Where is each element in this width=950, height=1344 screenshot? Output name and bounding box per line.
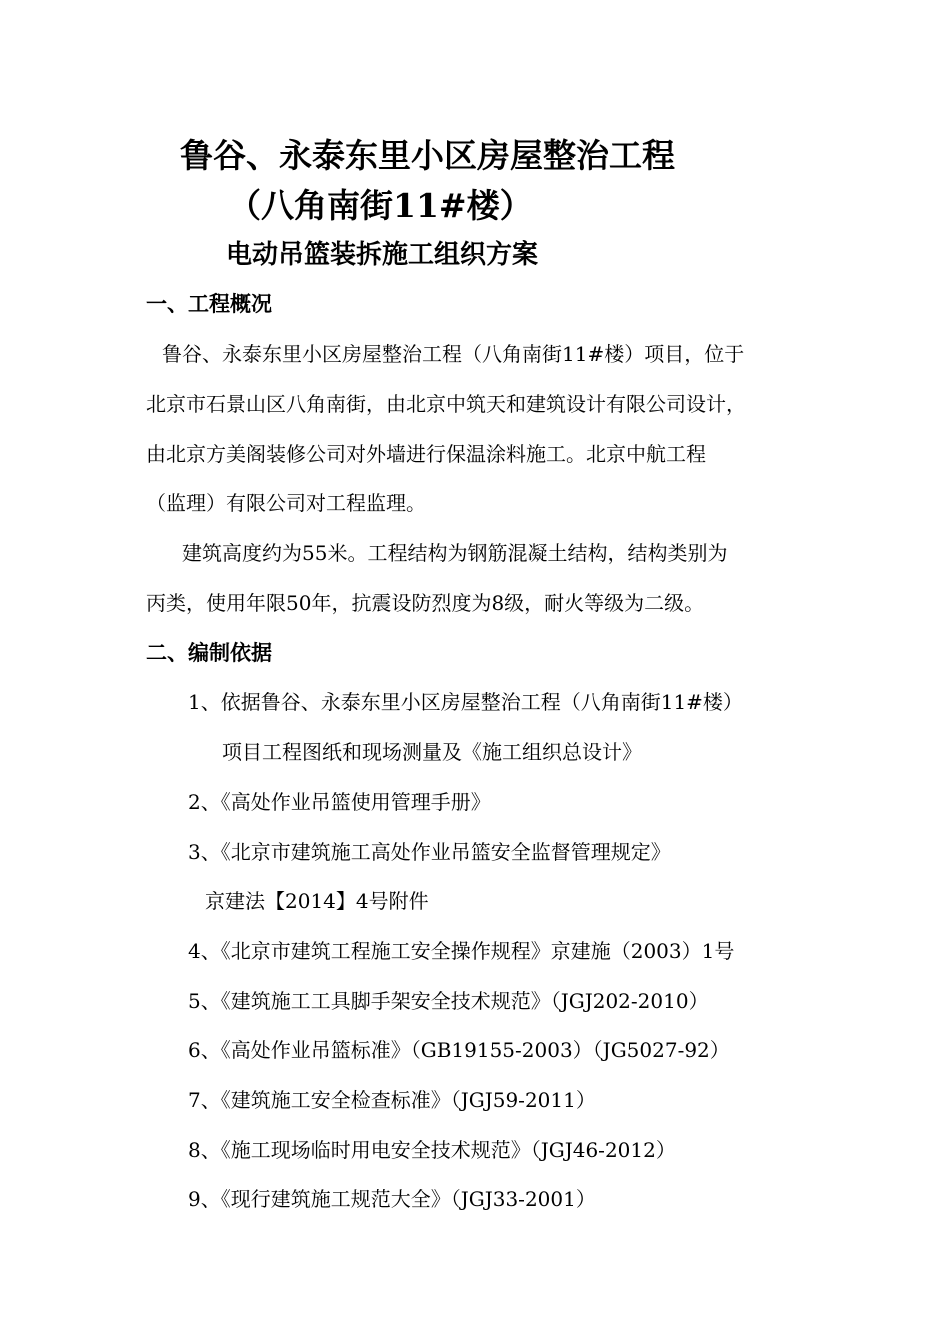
paragraph-line: 建筑高度约为55米。工程结构为钢筋混凝土结构，结构类别为 [182,541,728,565]
document-title: 鲁谷、永泰东里小区房屋整治工程 [180,136,675,175]
paragraph-line: 北京市石景山区八角南街，由北京中筑天和建筑设计有限公司设计， [146,392,746,416]
list-item: 3、《北京市建筑施工高处作业吊篮安全监督管理规定》 [188,840,671,864]
list-item-continuation: 项目工程图纸和现场测量及《施工组织总设计》 [222,740,642,764]
paragraph-line: （监理）有限公司对工程监理。 [146,491,426,515]
document-title-building: （八角南街11#楼） [228,186,533,225]
list-item-continuation: 京建法【2014】4号附件 [205,889,429,913]
list-item: 7、《建筑施工安全检查标准》（JGJ59-2011） [188,1088,596,1112]
list-item: 5、《建筑施工工具脚手架安全技术规范》（JGJ202-2010） [188,989,709,1013]
list-item: 6、《高处作业吊篮标准》（GB19155-2003）（JG5027-92） [188,1038,730,1062]
list-item: 4、《北京市建筑工程施工安全操作规程》京建施（2003）1号 [188,939,735,963]
list-item: 8、《施工现场临时用电安全技术规范》（JGJ46-2012） [188,1138,676,1162]
list-item: 9、《现行建筑施工规范大全》（JGJ33-2001） [188,1187,596,1211]
paragraph-line: 鲁谷、永泰东里小区房屋整治工程（八角南街11#楼）项目，位于 [162,342,745,366]
document-subtitle: 电动吊篮装拆施工组织方案 [226,240,539,270]
section-heading-overview: 一、工程概况 [146,291,272,316]
list-item: 2、《高处作业吊篮使用管理手册》 [188,790,491,814]
section-heading-basis: 二、编制依据 [146,640,272,665]
paragraph-line: 由北京方美阁装修公司对外墙进行保温涂料施工。北京中航工程 [146,442,706,466]
paragraph-line: 丙类，使用年限50年，抗震设防烈度为8级，耐火等级为二级。 [146,591,705,615]
list-item: 1、依据鲁谷、永泰东里小区房屋整治工程（八角南街11#楼） [188,690,743,714]
